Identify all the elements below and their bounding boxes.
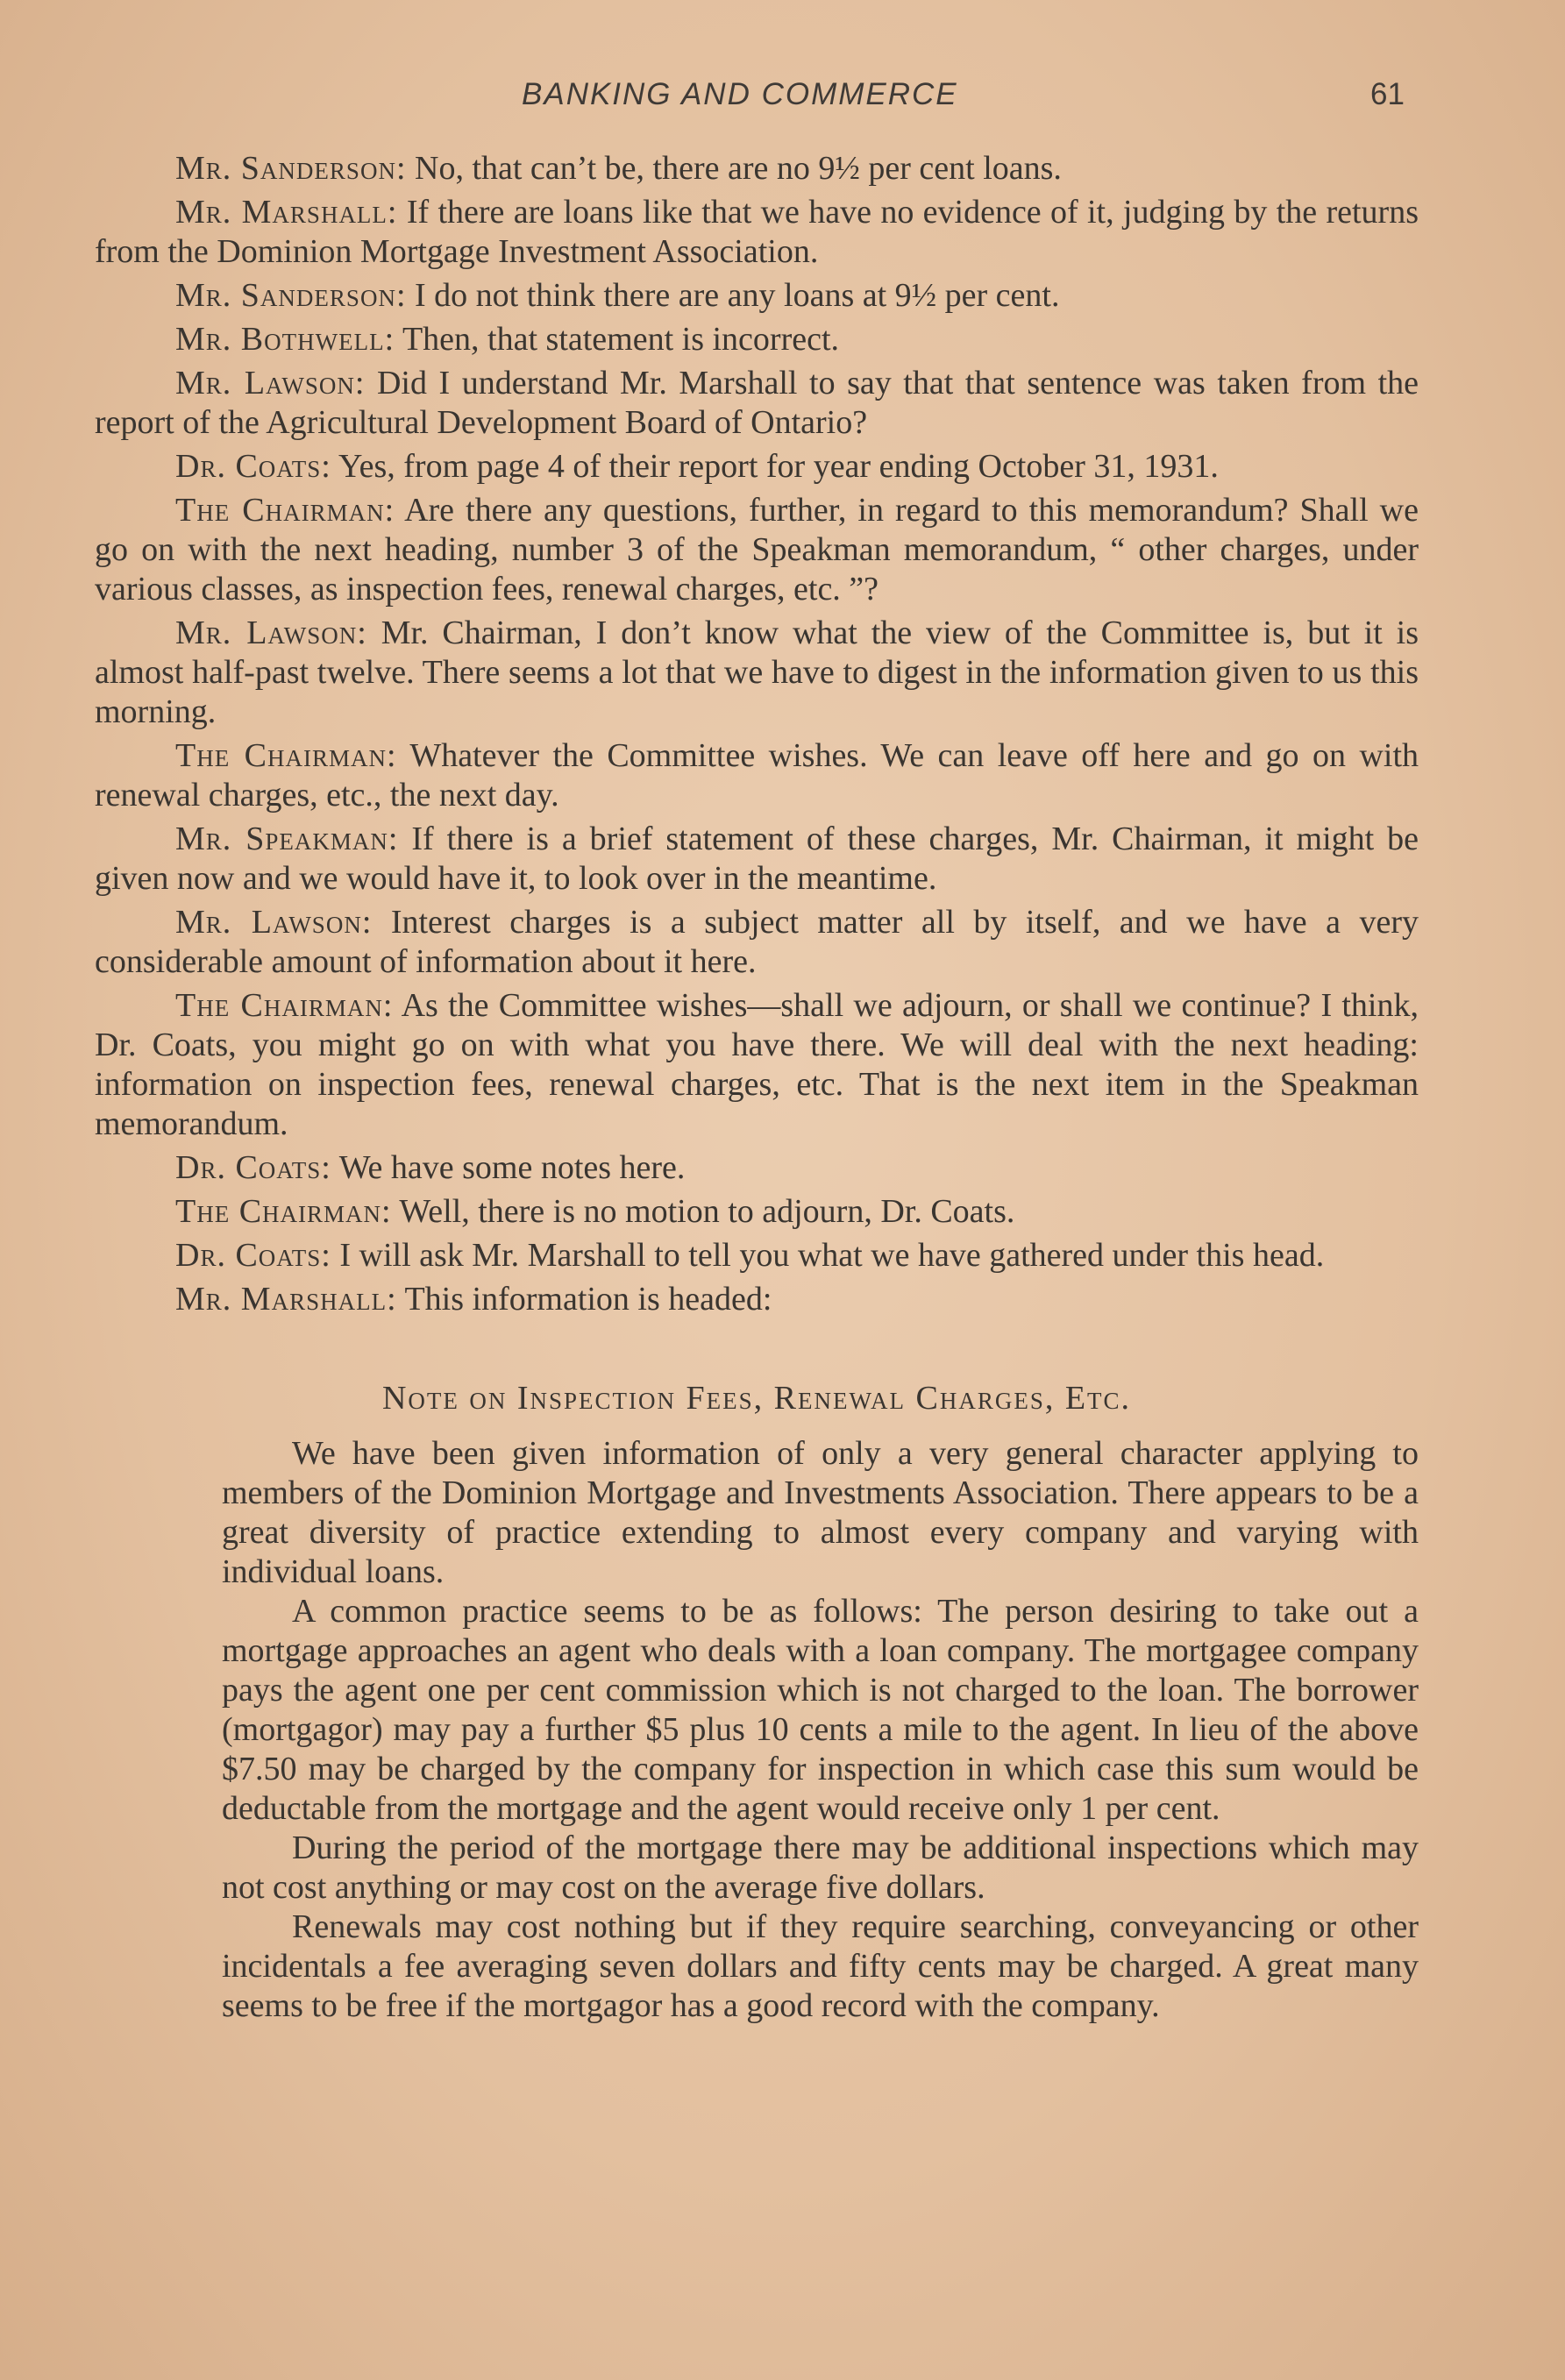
speaker-name: Mr. Bothwell: <box>175 321 395 358</box>
speaker-name: The Chairman: <box>175 987 394 1024</box>
speech-text: Then, that statement is incorrect. <box>395 321 840 358</box>
note-paragraph: We have been given information of only a very general character applying to members of the Dominion Mortgage and Investments Association. There appears to be a great diversity of practice extending to almost every company and varying with individual loans. <box>222 1435 1419 1590</box>
speaker-name: Mr. Sanderson: <box>175 277 407 314</box>
dialogue-paragraph <box>95 149 1419 188</box>
speech-text: As the Committee wishes—shall we adjourn, or shall we continue? I think, Dr. Coats, you might go on with what you have there. We will deal with the next heading: information on inspection fees, renewal charges, etc. That is the next item in the Speakman memorandum. <box>95 987 1419 1142</box>
speech-text: We have some notes here. <box>331 1149 686 1186</box>
speaker-name: The Chairman: <box>175 737 397 774</box>
dialogue-paragraph <box>95 1236 1419 1275</box>
dialogue-paragraph <box>95 193 1419 272</box>
running-head: BANKING AND COMMERCE <box>522 77 958 111</box>
dialogue-paragraph <box>95 1148 1419 1188</box>
page-number: 61 <box>1370 77 1405 111</box>
note-title: Note on Inspection Fees, Renewal Charges, Etc. <box>381 1380 1132 1417</box>
dialogue-paragraph <box>95 276 1419 316</box>
speech-text: Did I understand Mr. Marshall to say that that sentence was taken from the report of the Agricultural Development Board of Ontario? <box>95 365 1419 441</box>
speaker-name: The Chairman: <box>175 1193 392 1230</box>
dialogue-paragraph <box>95 1280 1419 1319</box>
speaker-name: Mr. Lawson: <box>175 615 367 651</box>
note-block <box>222 1434 1419 2026</box>
speech-text: Whatever the Committee wishes. We can leave off here and go on with renewal charges, etc., the next day. <box>95 737 1419 813</box>
page-header <box>0 77 1565 121</box>
speaker-name: Dr. Coats: <box>175 1237 331 1274</box>
speech-text: If there is a brief statement of these charges, Mr. Chairman, it might be given now and we would have it, to look over in the meantime. <box>95 821 1419 897</box>
body-text <box>95 149 1419 2026</box>
speaker-name: Dr. Coats: <box>175 1149 331 1186</box>
dialogue-paragraph <box>95 1192 1419 1232</box>
speaker-name: Dr. Coats: <box>175 448 331 485</box>
dialogue-paragraph <box>95 903 1419 982</box>
dialogue-paragraph <box>95 614 1419 732</box>
speaker-name: Mr. Marshall: <box>175 194 398 231</box>
speaker-name: Mr. Lawson: <box>175 365 366 401</box>
dialogue-paragraph <box>95 986 1419 1144</box>
speech-text: Yes, from page 4 of their report for year ending October 31, 1931. <box>331 448 1219 485</box>
speech-text: This information is headed: <box>396 1281 772 1318</box>
note-paragraph: A common practice seems to be as follows: The person desiring to take out a mortgage approaches an agent who deals with a loan company. The mortgagee company pays the agent one per cent commission which is not charged to the loan. The borrower (mortgagor) may pay a further $5 plus 10 cents a mile to the agent. In lieu of the above $7.50 may be charged by the company for inspection in which case this sum would be deductable from the mortgage and the agent would receive only 1 per cent. <box>222 1593 1419 1827</box>
dialogue-paragraph <box>95 820 1419 899</box>
dialogue-paragraph <box>95 736 1419 815</box>
dialogue-paragraph <box>95 491 1419 609</box>
speech-text: Interest charges is a subject matter all by itself, and we have a very considerable amount of information about it here. <box>95 904 1419 980</box>
speaker-name: Mr. Lawson: <box>175 904 373 941</box>
speech-text: Are there any questions, further, in regard to this memorandum? Shall we go on with the next heading, number 3 of the Speakman memorandum, “ other charges, under various classes, as inspection fees, renewal charges, etc. ”? <box>95 492 1419 607</box>
speech-text: No, that can’t be, there are no 9½ per cent loans. <box>406 150 1062 187</box>
dialogue-paragraph <box>95 364 1419 443</box>
note-paragraph: During the period of the mortgage there may be additional inspections which may not cost anything or may cost on the average five dollars. <box>222 1829 1419 1906</box>
speaker-name: Mr. Sanderson: <box>175 150 407 187</box>
dialogue-paragraph <box>95 447 1419 487</box>
note-paragraph: Renewals may cost nothing but if they require searching, conveyancing or other incidentals a fee averaging seven dollars and fifty cents may be charged. A great many seems to be free if the mortgagor has a good record with the company. <box>222 1908 1419 2024</box>
speaker-name: The Chairman: <box>175 492 395 529</box>
speech-text: I do not think there are any loans at 9½ per cent. <box>406 277 1060 314</box>
speech-text: Mr. Chairman, I don’t know what the view of the Committee is, but it is almost half-past twelve. There seems a lot that we have to digest in the information given to us this morning. <box>95 615 1419 730</box>
dialogue-paragraph <box>95 320 1419 359</box>
speech-text: Well, there is no motion to adjourn, Dr. Coats. <box>391 1193 1015 1230</box>
speech-text: I will ask Mr. Marshall to tell you what we have gathered under this head. <box>331 1237 1325 1274</box>
speech-text: If there are loans like that we have no evidence of it, judging by the returns from the Dominion Mortgage Investment Association. <box>95 194 1419 270</box>
speaker-name: Mr. Marshall: <box>175 1281 397 1318</box>
speaker-name: Mr. Speakman: <box>175 821 399 857</box>
